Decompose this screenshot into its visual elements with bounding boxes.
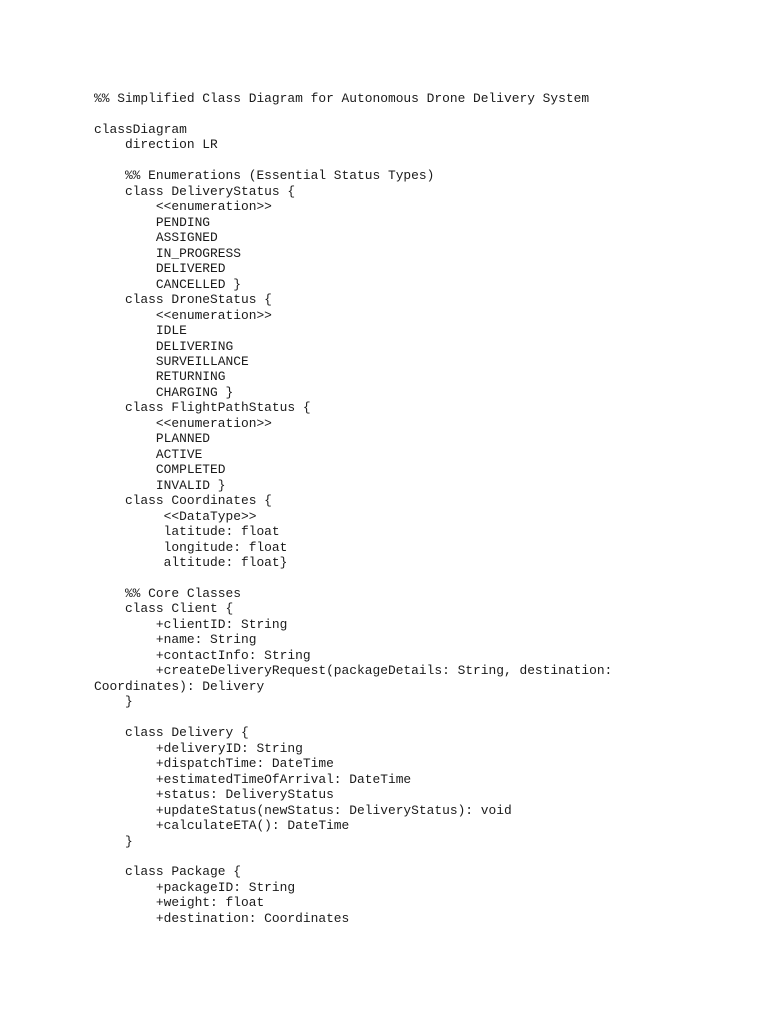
code-line: +clientID: String: [94, 616, 288, 632]
code-line: <<enumeration>>: [94, 415, 272, 431]
code-text-block: [94, 91, 612, 926]
code-line: Coordinates): Delivery: [94, 678, 265, 694]
code-line: latitude: float: [94, 524, 280, 540]
code-line: +destination: Coordinates: [94, 910, 350, 926]
code-line: ACTIVE: [94, 446, 203, 462]
code-line: [94, 849, 612, 864]
code-line: [94, 153, 612, 168]
code-line: PENDING: [94, 214, 211, 230]
code-line: PLANNED: [94, 431, 211, 447]
code-line: +name: String: [94, 632, 257, 648]
code-line: class FlightPathStatus {: [94, 400, 311, 416]
code-line: [94, 571, 612, 586]
code-line: class Coordinates {: [94, 493, 272, 509]
code-line: COMPLETED: [94, 462, 226, 478]
code-line: %% Simplified Class Diagram for Autonomous Drone Delivery System: [94, 91, 590, 106]
code-line: +packageID: String: [94, 879, 296, 895]
code-line: +updateStatus(newStatus: DeliveryStatus): void: [94, 802, 512, 818]
code-line: class DeliveryStatus {: [94, 183, 296, 199]
code-line: %% Enumerations (Essential Status Types): [94, 168, 435, 184]
code-line: CANCELLED }: [94, 276, 241, 292]
code-line: altitude: float}: [94, 555, 288, 571]
code-line: +createDeliveryRequest(packageDetails: String, destination:: [94, 663, 613, 679]
code-line: }: [94, 833, 133, 849]
code-line: +deliveryID: String: [94, 740, 303, 756]
code-line: +weight: float: [94, 895, 265, 911]
code-line: direction LR: [94, 137, 218, 153]
code-line: class Package {: [94, 864, 241, 880]
code-line: }: [94, 694, 133, 710]
code-line: [94, 106, 612, 121]
code-line: classDiagram: [94, 121, 187, 137]
code-line: %% Core Classes: [94, 586, 241, 601]
code-line: +estimatedTimeOfArrival: DateTime: [94, 771, 412, 787]
code-line: +contactInfo: String: [94, 647, 311, 663]
code-line: CHARGING }: [94, 384, 234, 400]
code-line: longitude: float: [94, 539, 288, 555]
code-line: IN_PROGRESS: [94, 245, 241, 261]
code-line: class DroneStatus {: [94, 292, 272, 308]
code-line: <<enumeration>>: [94, 199, 272, 215]
code-line: +dispatchTime: DateTime: [94, 756, 334, 772]
code-line: class Delivery {: [94, 725, 249, 741]
code-line: class Client {: [94, 601, 234, 617]
code-line: DELIVERING: [94, 338, 234, 354]
code-line: INVALID }: [94, 477, 226, 493]
code-line: <<DataType>>: [94, 508, 257, 524]
code-line: +calculateETA(): DateTime: [94, 818, 350, 834]
code-line: RETURNING: [94, 369, 226, 385]
code-line: IDLE: [94, 323, 187, 339]
code-line: [94, 710, 612, 725]
code-line: DELIVERED: [94, 261, 226, 277]
code-line: SURVEILLANCE: [94, 353, 249, 369]
code-line: +status: DeliveryStatus: [94, 787, 334, 803]
code-line: ASSIGNED: [94, 230, 218, 246]
code-line: <<enumeration>>: [94, 307, 272, 323]
